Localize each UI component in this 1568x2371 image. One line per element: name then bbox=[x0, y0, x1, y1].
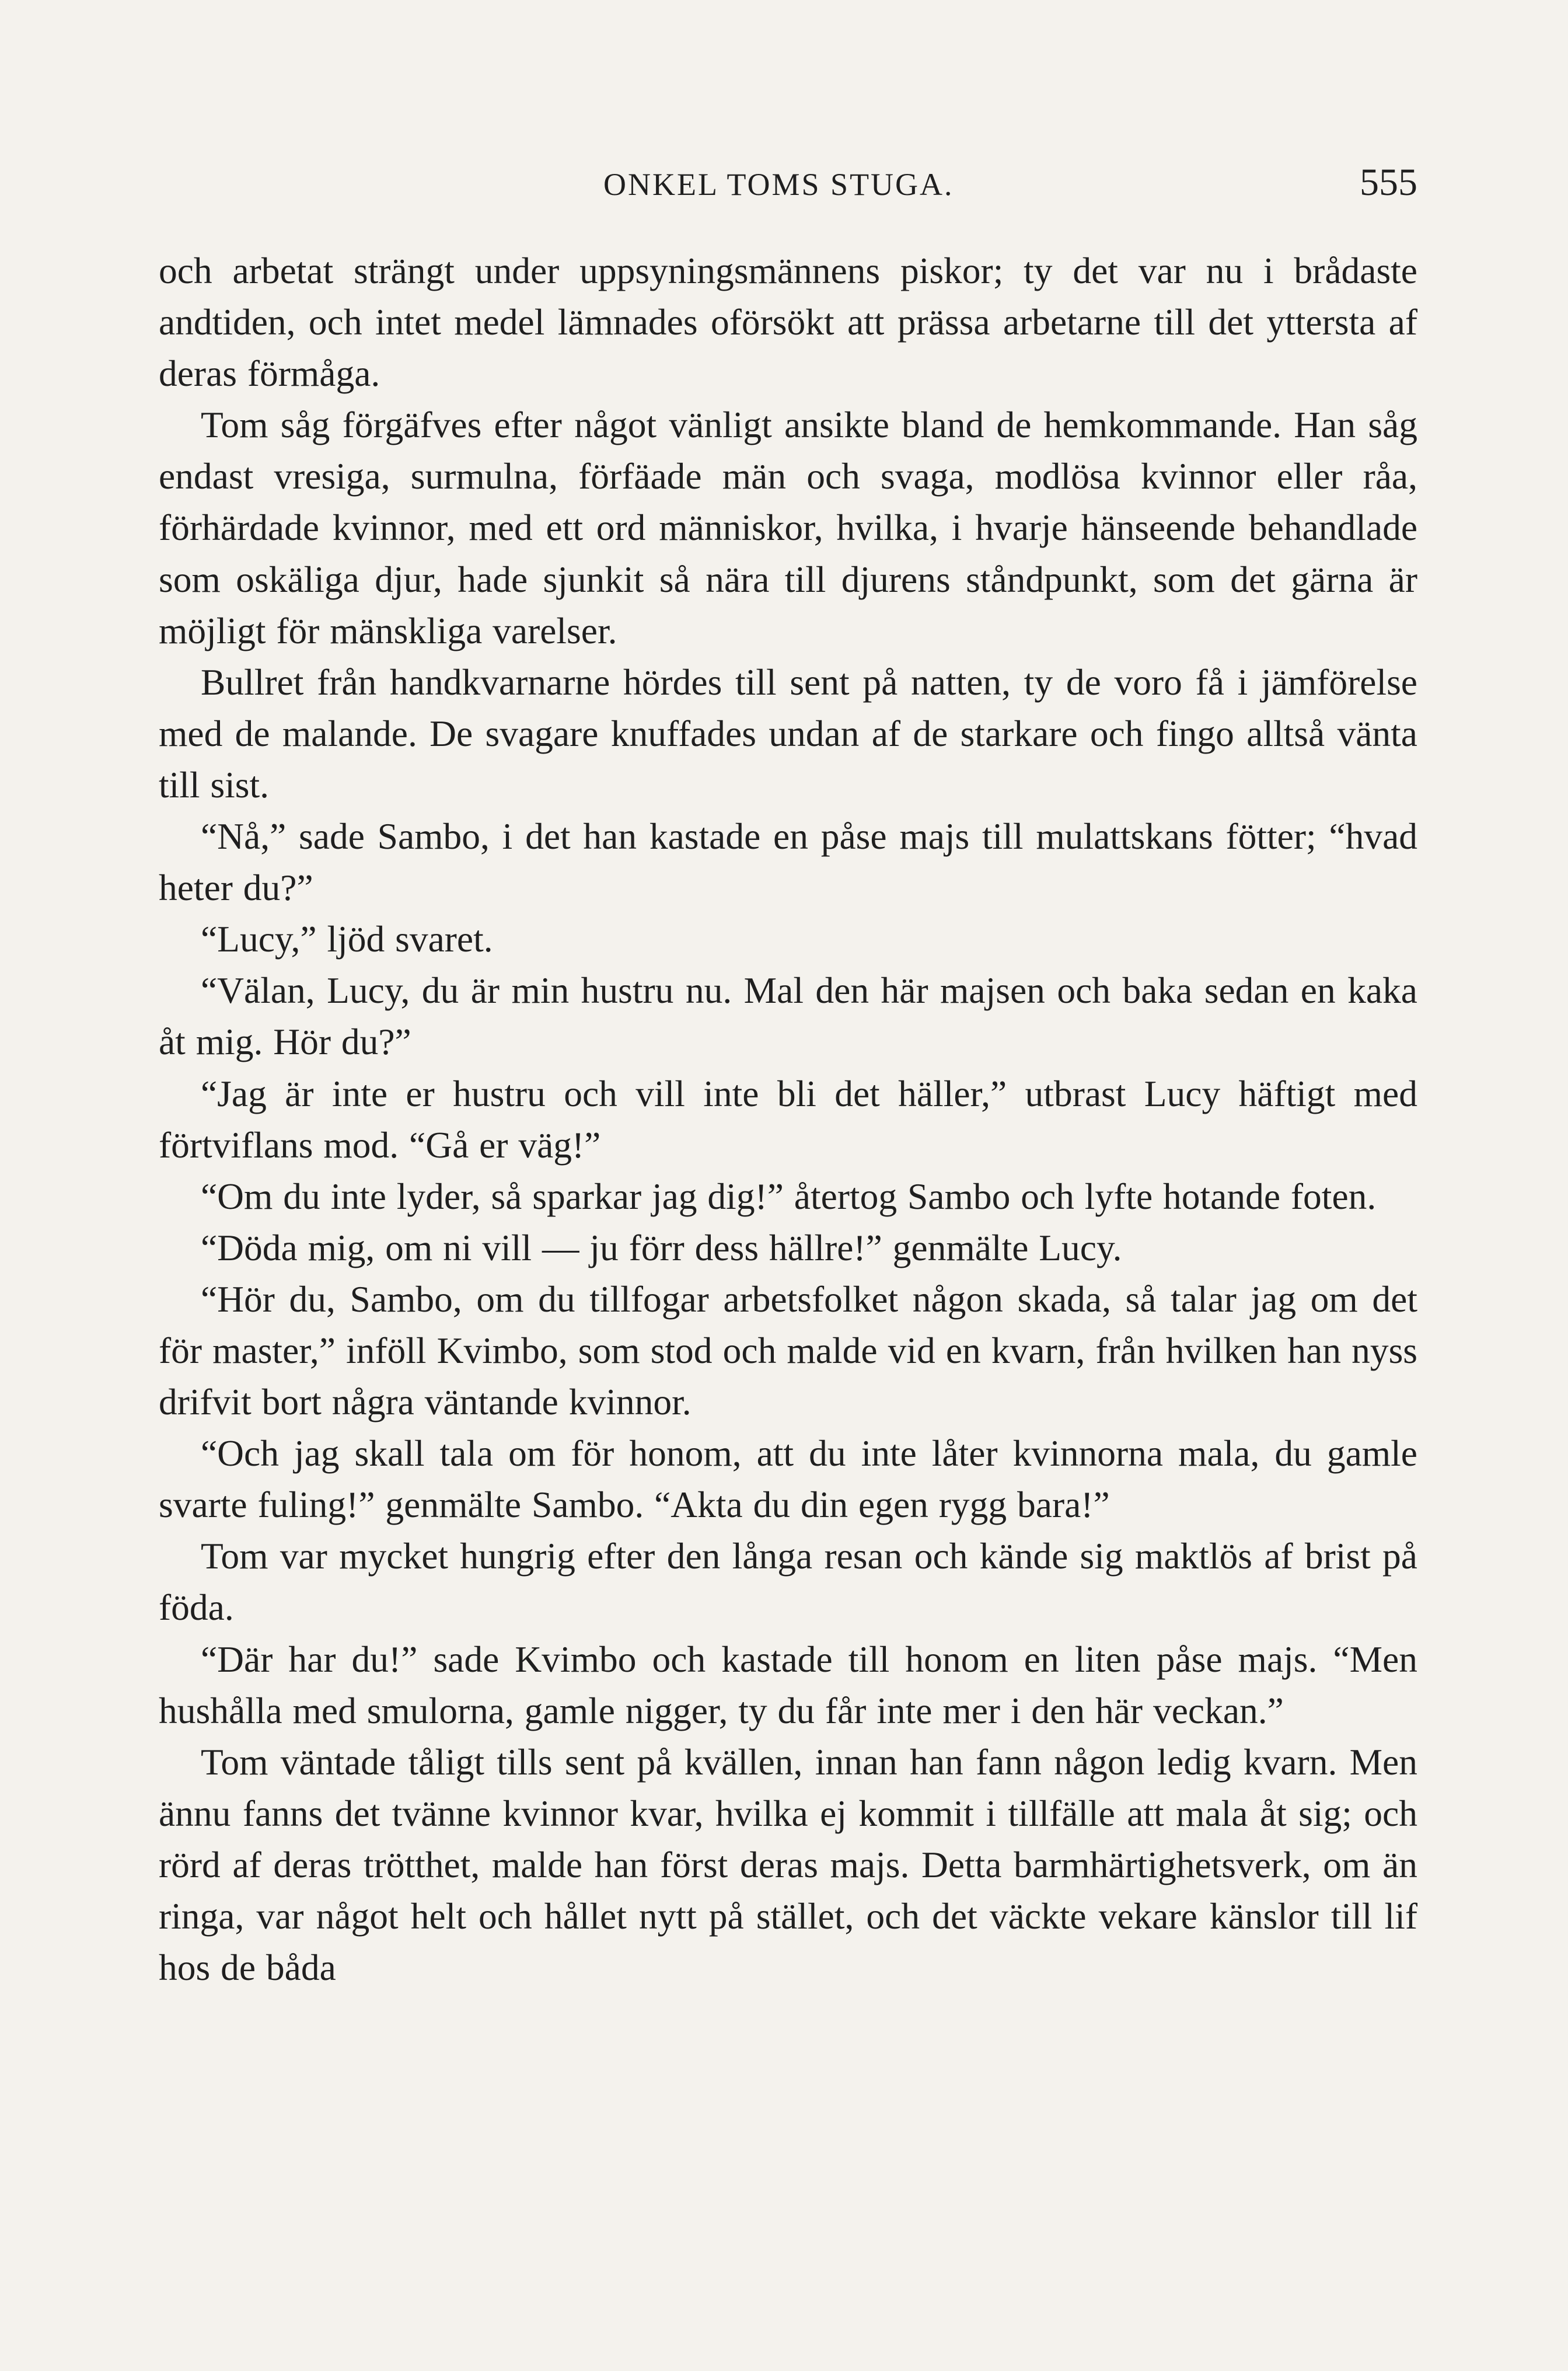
paragraph: “Om du inte lyder, så sparkar jag dig!” återtog Sambo och lyfte hotande foten. bbox=[201, 1175, 1377, 1217]
running-title: ONKEL TOMS STUGA. bbox=[603, 167, 954, 202]
paragraph: Tom såg förgäfves efter något vänligt ansikte bland de hemkommande. Han såg endast vresiga, surmulna, förfäade män och svaga, modlösa kvinnor eller råa, förhärdade kvinnor, med ett ord människor, hvilka, i hvarje hänseende behandlade som oskäliga djur, hade sjunkit så nära till djurens ståndpunkt, som det gärna är möjligt för mänskliga varelser. bbox=[159, 404, 1417, 651]
page-header bbox=[159, 156, 1417, 215]
paragraph: “Välan, Lucy, du är min hustru nu. Mal den här majsen och baka sedan en kaka åt mig. Hör du?” bbox=[159, 970, 1417, 1063]
paragraph: “Hör du, Sambo, om du tillfogar arbetsfolket någon skada, så talar jag om det för master,” inföll Kvimbo, som stod och malde vid en kvarn, från hvilken han nyss drifvit bort några väntande kvinnor. bbox=[159, 1278, 1417, 1423]
paragraph: “Och jag skall tala om för honom, att du inte låter kvinnorna mala, du gamle svarte fuling!” genmälte Sambo. “Akta du din egen rygg bara!” bbox=[159, 1432, 1417, 1526]
paragraph: Bullret från handkvarnarne hördes till sent på natten, ty de voro få i jämförelse med de malande. De svagare knuffades undan af de starkare och fingo alltså vänta till sist. bbox=[159, 661, 1417, 806]
page-number: 555 bbox=[1360, 161, 1417, 204]
paragraph: “Jag är inte er hustru och vill inte bli det häller,” utbrast Lucy häftigt med förtviflans mod. “Gå er väg!” bbox=[159, 1072, 1417, 1166]
paragraph: “Där har du!” sade Kvimbo och kastade till honom en liten påse majs. “Men hushålla med smulorna, gamle nigger, ty du får inte mer i den här veckan.” bbox=[159, 1638, 1417, 1731]
body-text bbox=[159, 245, 1417, 1993]
paragraph: “Nå,” sade Sambo, i det han kastade en påse majs till mulattskans fötter; “hvad heter du?” bbox=[159, 815, 1417, 909]
paragraph: Tom väntade tåligt tills sent på kvällen, innan han fann någon ledig kvarn. Men ännu fanns det tvänne kvinnor kvar, hvilka ej kommit i tillfälle att mala åt sig; och rörd af deras trötthet, malde han först deras majs. Detta barmhärtighetsverk, om än ringa, var något helt och hållet nytt på stället, och det väckte vekare känslor till lif hos de båda bbox=[159, 1741, 1417, 1989]
paragraph: Tom var mycket hungrig efter den långa resan och kände sig maktlös af brist på föda. bbox=[159, 1535, 1417, 1629]
paragraph: “Lucy,” ljöd svaret. bbox=[201, 918, 493, 960]
paragraph: och arbetat strängt under uppsyningsmännens piskor; ty det var nu i brådaste andtiden, och intet medel lämnades oförsökt att prässa arbetarne till det yttersta af deras förmåga. bbox=[159, 250, 1417, 395]
paragraph: “Döda mig, om ni vill — ju förr dess hällre!” genmälte Lucy. bbox=[201, 1226, 1122, 1268]
